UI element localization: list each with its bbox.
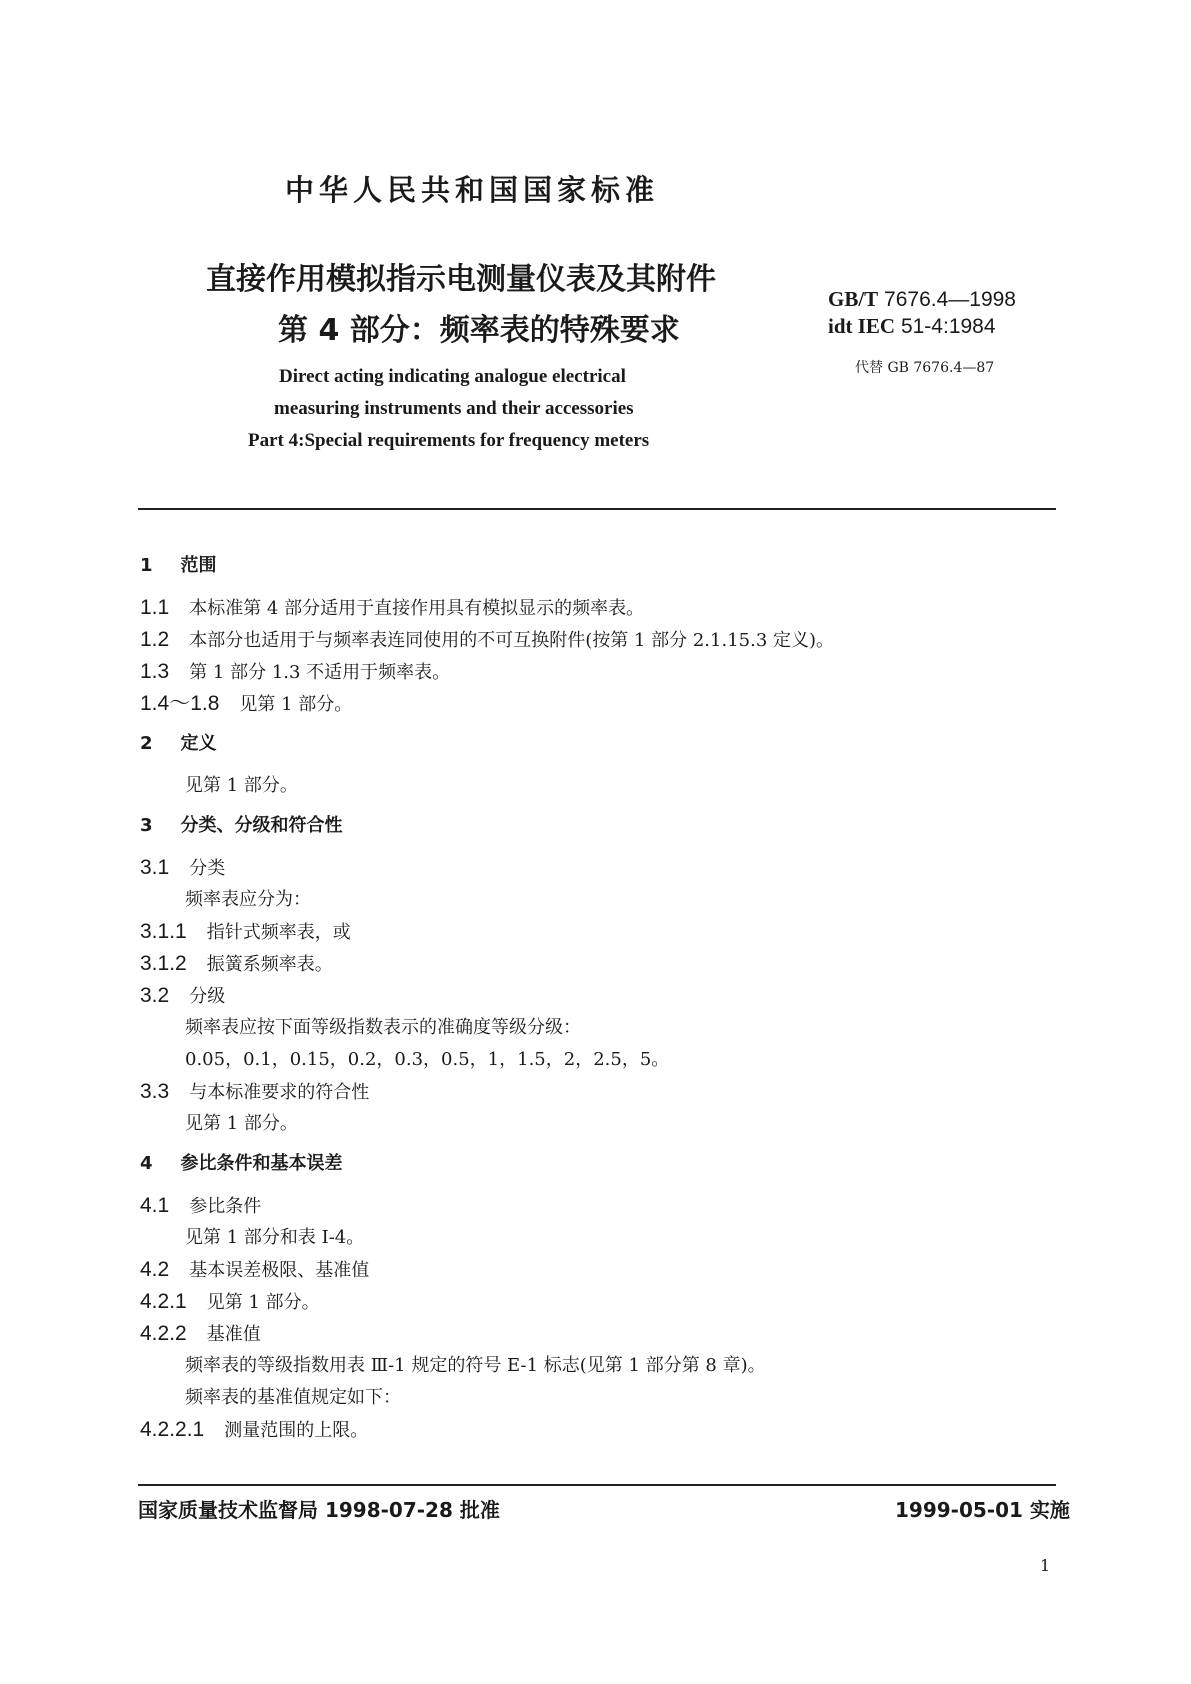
section-number: 3 bbox=[140, 815, 153, 836]
clause-number: 4.2 bbox=[140, 1258, 170, 1281]
approval-date: 国家质量技术监督局 1998-07-28 批准 bbox=[138, 1498, 500, 1522]
supersedes-note: 代替 GB 7676.4—87 bbox=[855, 360, 995, 376]
idt-prefix: idt IEC bbox=[828, 314, 896, 338]
clause-text: 见第 1 部分。 bbox=[206, 1292, 320, 1313]
clause-number: 3.1 bbox=[140, 856, 170, 879]
section-4-heading bbox=[140, 1148, 1055, 1180]
idt-number: 51-4:1984 bbox=[900, 315, 996, 338]
clause-3-1-text: 频率表应分为： bbox=[185, 889, 311, 910]
document-body bbox=[140, 550, 1055, 1446]
clause-number: 1.1 bbox=[140, 596, 170, 619]
clause-text: 参比条件 bbox=[189, 1196, 262, 1217]
footer-divider bbox=[138, 1484, 1056, 1486]
title-en-line1: Direct acting indicating analogue electrical bbox=[279, 366, 626, 387]
clause-number: 3.1.1 bbox=[140, 920, 187, 943]
standard-code: GB/T bbox=[828, 287, 879, 311]
clause-3-2-text: 频率表应按下面等级指数表示的准确度等级分级： bbox=[185, 1017, 581, 1038]
section-title: 范围 bbox=[180, 555, 217, 576]
section-number: 4 bbox=[140, 1153, 153, 1174]
clause-1-2 bbox=[140, 624, 1055, 656]
clause-text: 测量范围的上限。 bbox=[224, 1420, 369, 1441]
clause-1-1 bbox=[140, 592, 1055, 624]
section-number: 1 bbox=[140, 555, 153, 576]
clause-number: 3.3 bbox=[140, 1080, 170, 1103]
clause-3-2 bbox=[140, 980, 1055, 1012]
clause-number: 4.1 bbox=[140, 1194, 170, 1217]
clause-number: 3.2 bbox=[140, 984, 170, 1007]
section-2-text: 见第 1 部分。 bbox=[185, 775, 298, 796]
clause-number: 1.4～1.8 bbox=[140, 692, 220, 715]
section-1-heading bbox=[140, 550, 1055, 582]
clause-4-2-2 bbox=[140, 1318, 1055, 1350]
accuracy-class-values: 0.05，0.1，0.15，0.2，0.3，0.5，1，1.5，2，2.5，5。 bbox=[185, 1049, 670, 1070]
title-en-line3: Part 4:Special requirements for frequency meters bbox=[248, 430, 650, 451]
clause-text: 见第 1 部分。 bbox=[239, 694, 353, 715]
clause-4-1 bbox=[140, 1190, 1055, 1222]
clause-text: 分级 bbox=[189, 986, 226, 1007]
standard-number-value: 7676.4—1998 bbox=[884, 288, 1016, 311]
clause-number: 1.3 bbox=[140, 660, 170, 683]
clause-3-1-1 bbox=[140, 916, 1055, 948]
clause-number: 4.2.2 bbox=[140, 1322, 187, 1345]
clause-3-1-2 bbox=[140, 948, 1055, 980]
section-3-heading bbox=[140, 810, 1055, 842]
clause-4-1-text: 见第 1 部分和表 Ⅰ-4。 bbox=[185, 1227, 365, 1248]
clause-3-3 bbox=[140, 1076, 1055, 1108]
clause-text: 第 1 部分 1.3 不适用于频率表。 bbox=[189, 662, 451, 683]
clause-text: 指针式频率表，或 bbox=[206, 922, 351, 943]
title-zh-line2: 第 4 部分：频率表的特殊要求 bbox=[278, 313, 680, 348]
clause-text: 本部分也适用于与频率表连同使用的不可互换附件(按第 1 部分 2.1.15.3 定义)。 bbox=[189, 630, 835, 651]
section-title: 分类、分级和符合性 bbox=[180, 815, 343, 836]
clause-number: 4.2.1 bbox=[140, 1290, 187, 1313]
section-title: 参比条件和基本误差 bbox=[180, 1153, 343, 1174]
clause-1-3 bbox=[140, 656, 1055, 688]
section-2-heading bbox=[140, 728, 1055, 760]
standard-number-block bbox=[828, 286, 1016, 340]
clause-number: 1.2 bbox=[140, 628, 170, 651]
title-zh-line1: 直接作用模拟指示电测量仪表及其附件 bbox=[206, 262, 716, 297]
issuing-authority: 中华人民共和国国家标准 bbox=[285, 173, 660, 207]
header-divider bbox=[138, 508, 1056, 510]
clause-number: 4.2.2.1 bbox=[140, 1418, 205, 1441]
idt-reference bbox=[828, 313, 1016, 340]
title-en-line2: measuring instruments and their accessories bbox=[274, 398, 634, 419]
section-title: 定义 bbox=[180, 733, 217, 754]
standard-number bbox=[828, 286, 1016, 313]
implementation-date: 1999-05-01 实施 bbox=[895, 1498, 1070, 1522]
clause-text: 分类 bbox=[189, 858, 226, 879]
clause-text: 与本标准要求的符合性 bbox=[189, 1082, 370, 1103]
clause-1-4-to-1-8 bbox=[140, 688, 1055, 720]
clause-4-2 bbox=[140, 1254, 1055, 1286]
clause-text: 基本误差极限、基准值 bbox=[189, 1260, 370, 1281]
clause-3-1 bbox=[140, 852, 1055, 884]
clause-number: 3.1.2 bbox=[140, 952, 187, 975]
clause-4-2-1 bbox=[140, 1286, 1055, 1318]
clause-text: 本标准第 4 部分适用于直接作用具有模拟显示的频率表。 bbox=[189, 598, 645, 619]
section-number: 2 bbox=[140, 733, 153, 754]
clause-text: 基准值 bbox=[206, 1324, 261, 1345]
clause-4-2-2-text1: 频率表的等级指数用表 Ⅲ-1 规定的符号 E-1 标志(见第 1 部分第 8 章)。 bbox=[185, 1355, 766, 1376]
page-number: 1 bbox=[1040, 1556, 1051, 1575]
clause-4-2-2-1 bbox=[140, 1414, 1055, 1446]
clause-3-3-text: 见第 1 部分。 bbox=[185, 1113, 298, 1134]
clause-4-2-2-text2: 频率表的基准值规定如下： bbox=[185, 1387, 401, 1408]
clause-text: 振簧系频率表。 bbox=[206, 954, 333, 975]
